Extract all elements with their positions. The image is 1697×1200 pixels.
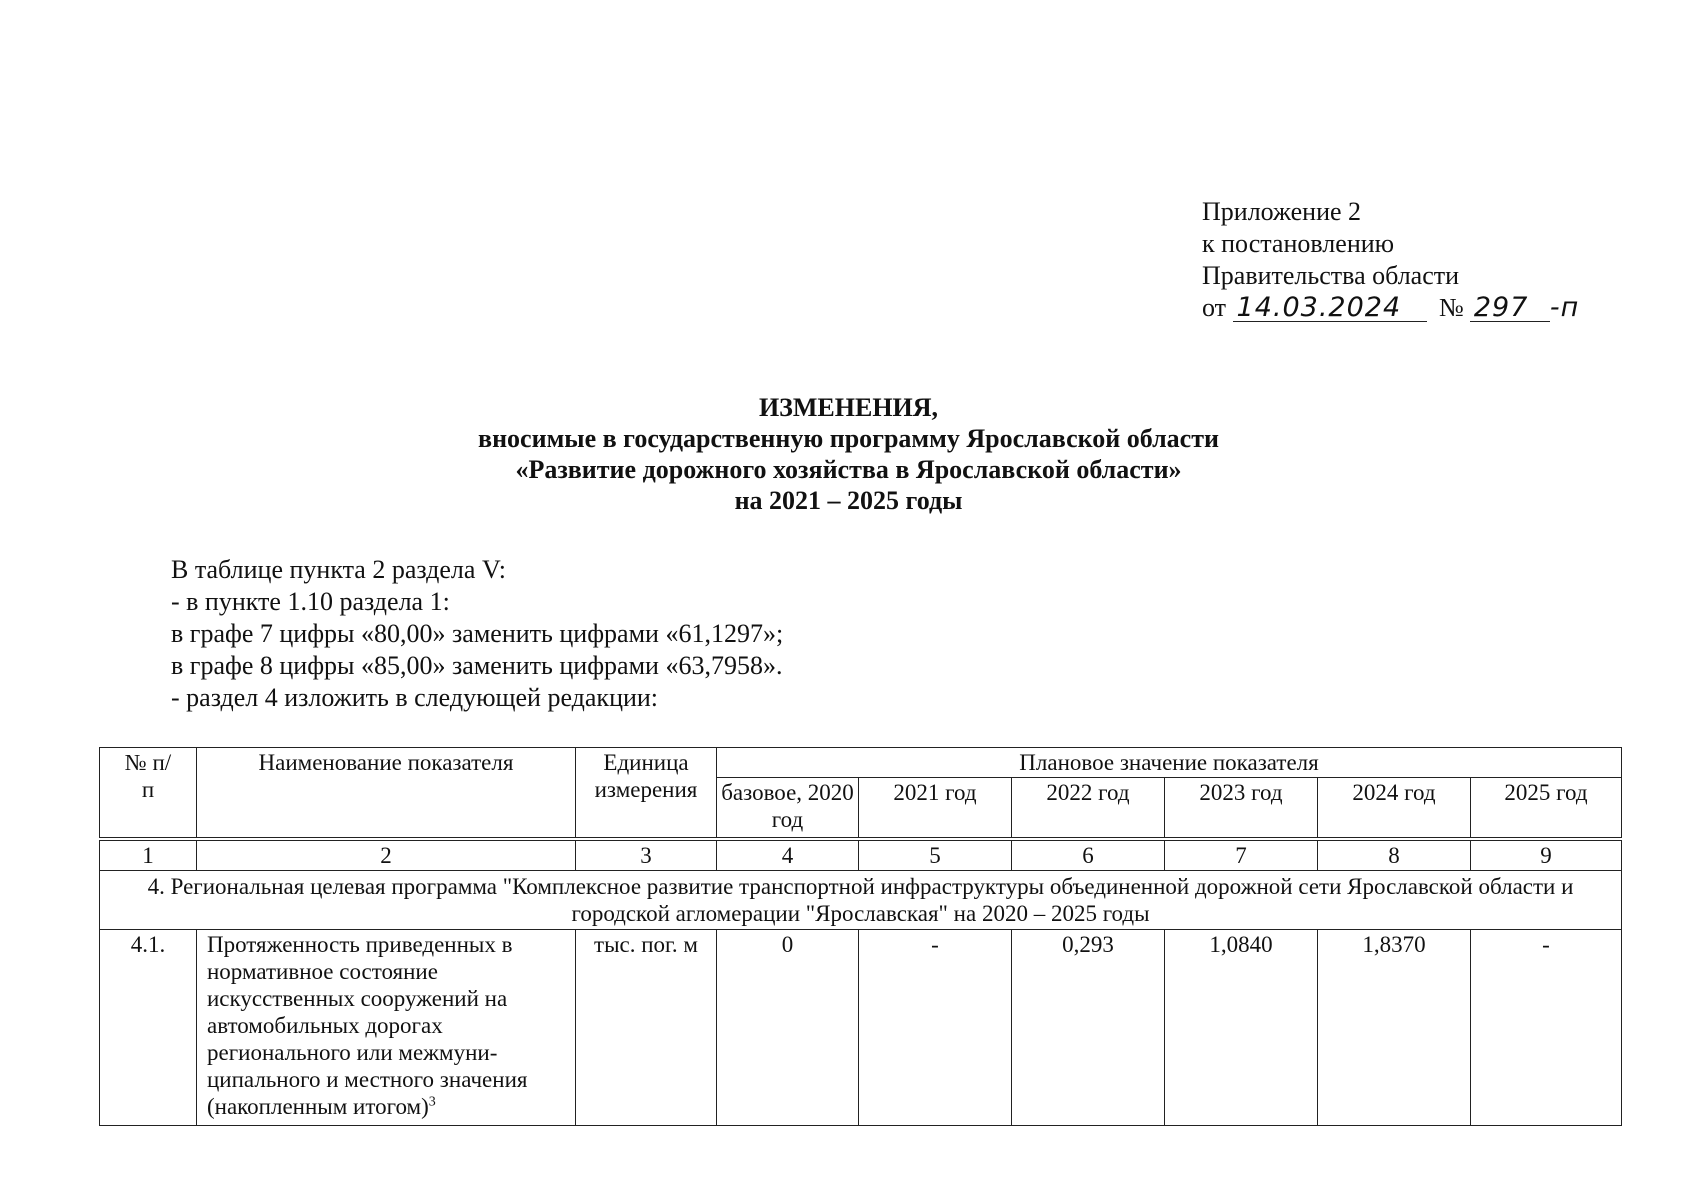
- header-planned: Плановое значение показателя: [717, 748, 1622, 778]
- body-line-5: - раздел 4 изложить в следующей редакции:: [171, 683, 659, 712]
- document-title: [0, 392, 1697, 516]
- row-2024: 1,8370: [1318, 930, 1471, 1126]
- row-2023: 1,0840: [1165, 930, 1318, 1126]
- body-line-1: В таблице пункта 2 раздела V:: [171, 555, 507, 584]
- row-2021: -: [859, 930, 1012, 1126]
- header-2025: 2025 год: [1471, 778, 1622, 838]
- body-line-2: - в пункте 1.10 раздела 1:: [171, 587, 450, 616]
- table-row: [100, 930, 1622, 1126]
- number-sign: №: [1439, 293, 1464, 322]
- title-line-3: «Развитие дорожного хозяйства в Ярославской области»: [515, 455, 1182, 484]
- column-number: 9: [1471, 841, 1622, 871]
- header-unit: Единица измерения: [576, 748, 717, 838]
- column-number: 3: [576, 841, 717, 871]
- row-name: Протяженность приведенных в нормативное состояние искусственных сооружений на автомобильных дорогах регионального или межмуни-ципального и местного значения (накопленным итогом): [207, 932, 528, 1119]
- header-name: Наименование показателя: [197, 748, 576, 838]
- title-line-2: вносимые в государственную программу Ярославской области: [478, 424, 1219, 453]
- handwritten-number-suffix: -п: [1549, 292, 1580, 323]
- row-unit: тыс. пог. м: [576, 930, 717, 1126]
- appendix-date-line: [1202, 292, 1579, 324]
- appendix-line-2: к постановлению: [1202, 229, 1395, 258]
- appendix-from-label: от: [1202, 293, 1227, 322]
- row-base: 0: [717, 930, 859, 1126]
- row-num: 4.1.: [100, 930, 197, 1126]
- header-num: № п/п: [100, 748, 197, 838]
- body-line-4: в графе 8 цифры «85,00» заменить цифрами «63,7958».: [171, 651, 783, 680]
- header-base: базовое, 2020 год: [717, 778, 859, 838]
- row-2022: 0,293: [1012, 930, 1165, 1126]
- column-number: 6: [1012, 841, 1165, 871]
- column-number: 5: [859, 841, 1012, 871]
- title-line-1: ИЗМЕНЕНИЯ,: [758, 393, 939, 422]
- appendix-block: [1202, 196, 1579, 324]
- section-title-row: [100, 871, 1622, 930]
- row-name-cell: [197, 930, 576, 1126]
- column-number: 4: [717, 841, 859, 871]
- header-2021: 2021 год: [859, 778, 1012, 838]
- header-2022: 2022 год: [1012, 778, 1165, 838]
- handwritten-number: 297: [1470, 295, 1550, 322]
- body-line-3: в графе 7 цифры «80,00» заменить цифрами «61,1297»;: [171, 619, 784, 648]
- row-2025: -: [1471, 930, 1622, 1126]
- table-header-row-1: [100, 748, 1622, 778]
- row-footnote: 3: [428, 1094, 436, 1110]
- column-number: 8: [1318, 841, 1471, 871]
- handwritten-date: 14.03.2024: [1233, 295, 1427, 322]
- section-title: 4. Региональная целевая программа "Комплексное развитие транспортной инфраструктуры объединенной дорожной сети Ярославской области и городской агломерации "Ярославская" на 2020 – 2025 годы: [100, 871, 1622, 930]
- appendix-line-1: Приложение 2: [1202, 197, 1362, 226]
- indicators-table: [99, 747, 1622, 1126]
- column-number-row: [100, 841, 1622, 871]
- column-number: 7: [1165, 841, 1318, 871]
- appendix-line-3: Правительства области: [1202, 261, 1460, 290]
- body-text: [171, 554, 783, 714]
- title-line-4: на 2021 – 2025 годы: [734, 486, 963, 515]
- header-2023: 2023 год: [1165, 778, 1318, 838]
- column-number: 1: [100, 841, 197, 871]
- column-number: 2: [197, 841, 576, 871]
- header-2024: 2024 год: [1318, 778, 1471, 838]
